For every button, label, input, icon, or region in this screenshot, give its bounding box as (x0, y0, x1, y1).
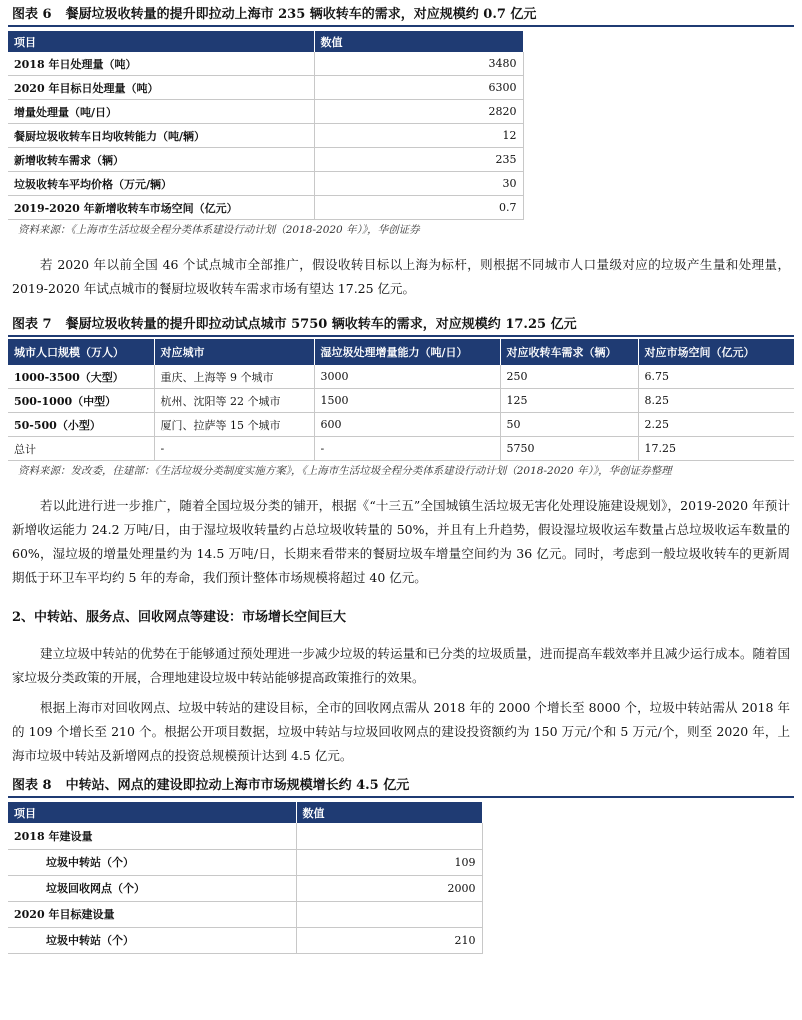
table-row (8, 389, 794, 413)
row-value: 235 (314, 148, 523, 172)
row-value: 6300 (314, 76, 523, 100)
paragraph-4: 根据上海市对回收网点、垃圾中转站的建设目标，全市的回收网点需从 2018 年的 2000 个增长至 8000 个，垃圾中转站需从 2018 年的 109 个增长至 210 个。根据公开项目数据，垃圾中转站与垃圾回收网点的建设投资额约为 150 万元/个和 5 万元/个，则至 2020 年，上海市垃圾中转站及新增网点的投资总规模预计达到 4.5 亿元。 (12, 700, 790, 763)
table-row (8, 124, 523, 148)
row-label: 垃圾收转车平均价格（万元/辆） (8, 172, 314, 196)
table-header-row (8, 31, 523, 52)
cell: - (154, 437, 314, 461)
row-value: 109 (296, 849, 482, 875)
paragraph-1: 若 2020 年以前全国 46 个试点城市全部推广，假设收转目标以上海为标杆，则根据不同城市人口量级对应的垃圾产生量和处理量，2019-2020 年试点城市的餐厨垃圾收转车需求市场有望达 17.25 亿元。 (12, 257, 790, 296)
table-row (8, 196, 523, 220)
paragraph-3: 建立垃圾中转站的优势在于能够通过预处理进一步减少垃圾的转运量和已分类的垃圾质量，进而提高车载效率并且减少运行成本。随着国家垃圾分类政策的开展，合理地建设垃圾中转站能够提高政策推行的效果。 (12, 646, 791, 685)
cell: 125 (500, 389, 638, 413)
row-label: 2019-2020 年新增收转车市场空间（亿元） (8, 196, 314, 220)
row-label: 垃圾回收网点（个） (8, 875, 296, 901)
table-row (8, 172, 523, 196)
cell: 3000 (314, 365, 500, 389)
table-row (8, 437, 794, 461)
row-value: 30 (314, 172, 523, 196)
row-label: 增量处理量（吨/日） (8, 100, 314, 124)
table-group-row (8, 823, 482, 849)
table-group-row (8, 901, 482, 927)
cell: - (314, 437, 500, 461)
fig7-source: 资料来源：发改委，住建部：《生活垃圾分类制度实施方案》，《上海市生活垃圾全程分类体系建设行动计划（2018-2020 年）》，华创证券整理 (18, 465, 672, 477)
fig6-source: 资料来源：《上海市生活垃圾全程分类体系建设行动计划（2018-2020 年）》，华创证券 (18, 224, 420, 236)
row-label: 500-1000（中型） (8, 389, 154, 413)
group-label: 2020 年目标建设量 (8, 901, 296, 927)
row-label: 餐厨垃圾收转车日均收转能力（吨/辆） (8, 124, 314, 148)
row-value: 2820 (314, 100, 523, 124)
table-row (8, 927, 482, 953)
table-header-row (8, 339, 794, 365)
row-label: 垃圾中转站（个） (8, 849, 296, 875)
fig8-label: 图表 8 (12, 778, 52, 793)
row-label: 50-500（小型） (8, 413, 154, 437)
column-header: 对应市场空间（亿元） (638, 339, 794, 365)
fig6-title (8, 5, 794, 27)
fig8-title (8, 776, 794, 798)
table-row (8, 100, 523, 124)
row-label: 2020 年目标日处理量（吨） (8, 76, 314, 100)
table-row (8, 148, 523, 172)
table-header-row (8, 802, 482, 823)
cell: 5750 (500, 437, 638, 461)
row-value (296, 901, 482, 927)
row-value: 0.7 (314, 196, 523, 220)
column-header: 城市人口规模（万人） (8, 339, 154, 365)
fig7-label: 图表 7 (12, 317, 52, 332)
row-value: 2000 (296, 875, 482, 901)
column-header: 湿垃圾处理增量能力（吨/日） (314, 339, 500, 365)
table-row (8, 365, 794, 389)
fig6-label: 图表 6 (12, 7, 52, 22)
table-row (8, 875, 482, 901)
paragraph-2: 若以此进行进一步推广，随着全国垃圾分类的铺开，根据《“十三五”全国城镇生活垃圾无害化处理设施建设规划》，2019-2020 年预计新增收运能力 24.2 万吨/日，由于湿垃圾收转量约占总垃圾收转量的 50%，并且有上升趋势，假设湿垃圾收运车数量占总垃圾收运车数量的 60%，湿垃圾的增量处理量约为 14.5 万吨/日，长期来看带来的餐厨垃圾车增量空间约为 36 亿元。同时，考虑到一般垃圾收转车的更新周期低于环卫车平均约 5 年的寿命，我们预计整体市场规模将超过 40 亿元。 (12, 498, 790, 585)
fig7-table (8, 339, 794, 461)
row-label: 新增收转车需求（辆） (8, 148, 314, 172)
column-header: 项目 (8, 802, 296, 823)
cell: 250 (500, 365, 638, 389)
report-page (8, 0, 794, 954)
column-header: 数值 (296, 802, 482, 823)
table-row (8, 52, 523, 76)
table-row (8, 849, 482, 875)
column-header: 对应城市 (154, 339, 314, 365)
fig7-title-text: 餐厨垃圾收转量的提升即拉动试点城市 5750 辆收转车的需求，对应规模约 17.25 亿元 (65, 317, 577, 332)
table-row (8, 413, 794, 437)
fig7-title (8, 315, 794, 337)
row-value: 210 (296, 927, 482, 953)
fig6-table (8, 31, 524, 220)
section-heading: 2、中转站、服务点、回收网点等建设：市场增长空间巨大 (12, 610, 347, 625)
cell: 厦门、拉萨等 15 个城市 (154, 413, 314, 437)
cell: 1500 (314, 389, 500, 413)
column-header: 项目 (8, 31, 314, 52)
row-label: 总计 (8, 437, 154, 461)
cell: 8.25 (638, 389, 794, 413)
cell: 600 (314, 413, 500, 437)
row-value: 12 (314, 124, 523, 148)
row-label: 垃圾中转站（个） (8, 927, 296, 953)
fig8-title-text: 中转站、网点的建设即拉动上海市市场规模增长约 4.5 亿元 (65, 778, 410, 793)
cell: 50 (500, 413, 638, 437)
group-label: 2018 年建设量 (8, 823, 296, 849)
cell: 2.25 (638, 413, 794, 437)
fig8-table (8, 802, 483, 954)
row-label: 1000-3500（大型） (8, 365, 154, 389)
column-header: 数值 (314, 31, 523, 52)
cell: 6.75 (638, 365, 794, 389)
table-row (8, 76, 523, 100)
row-value (296, 823, 482, 849)
row-label: 2018 年日处理量（吨） (8, 52, 314, 76)
cell: 17.25 (638, 437, 794, 461)
fig6-title-text: 餐厨垃圾收转量的提升即拉动上海市 235 辆收转车的需求，对应规模约 0.7 亿元 (65, 7, 537, 22)
cell: 杭州、沈阳等 22 个城市 (154, 389, 314, 413)
column-header: 对应收转车需求（辆） (500, 339, 638, 365)
row-value: 3480 (314, 52, 523, 76)
cell: 重庆、上海等 9 个城市 (154, 365, 314, 389)
